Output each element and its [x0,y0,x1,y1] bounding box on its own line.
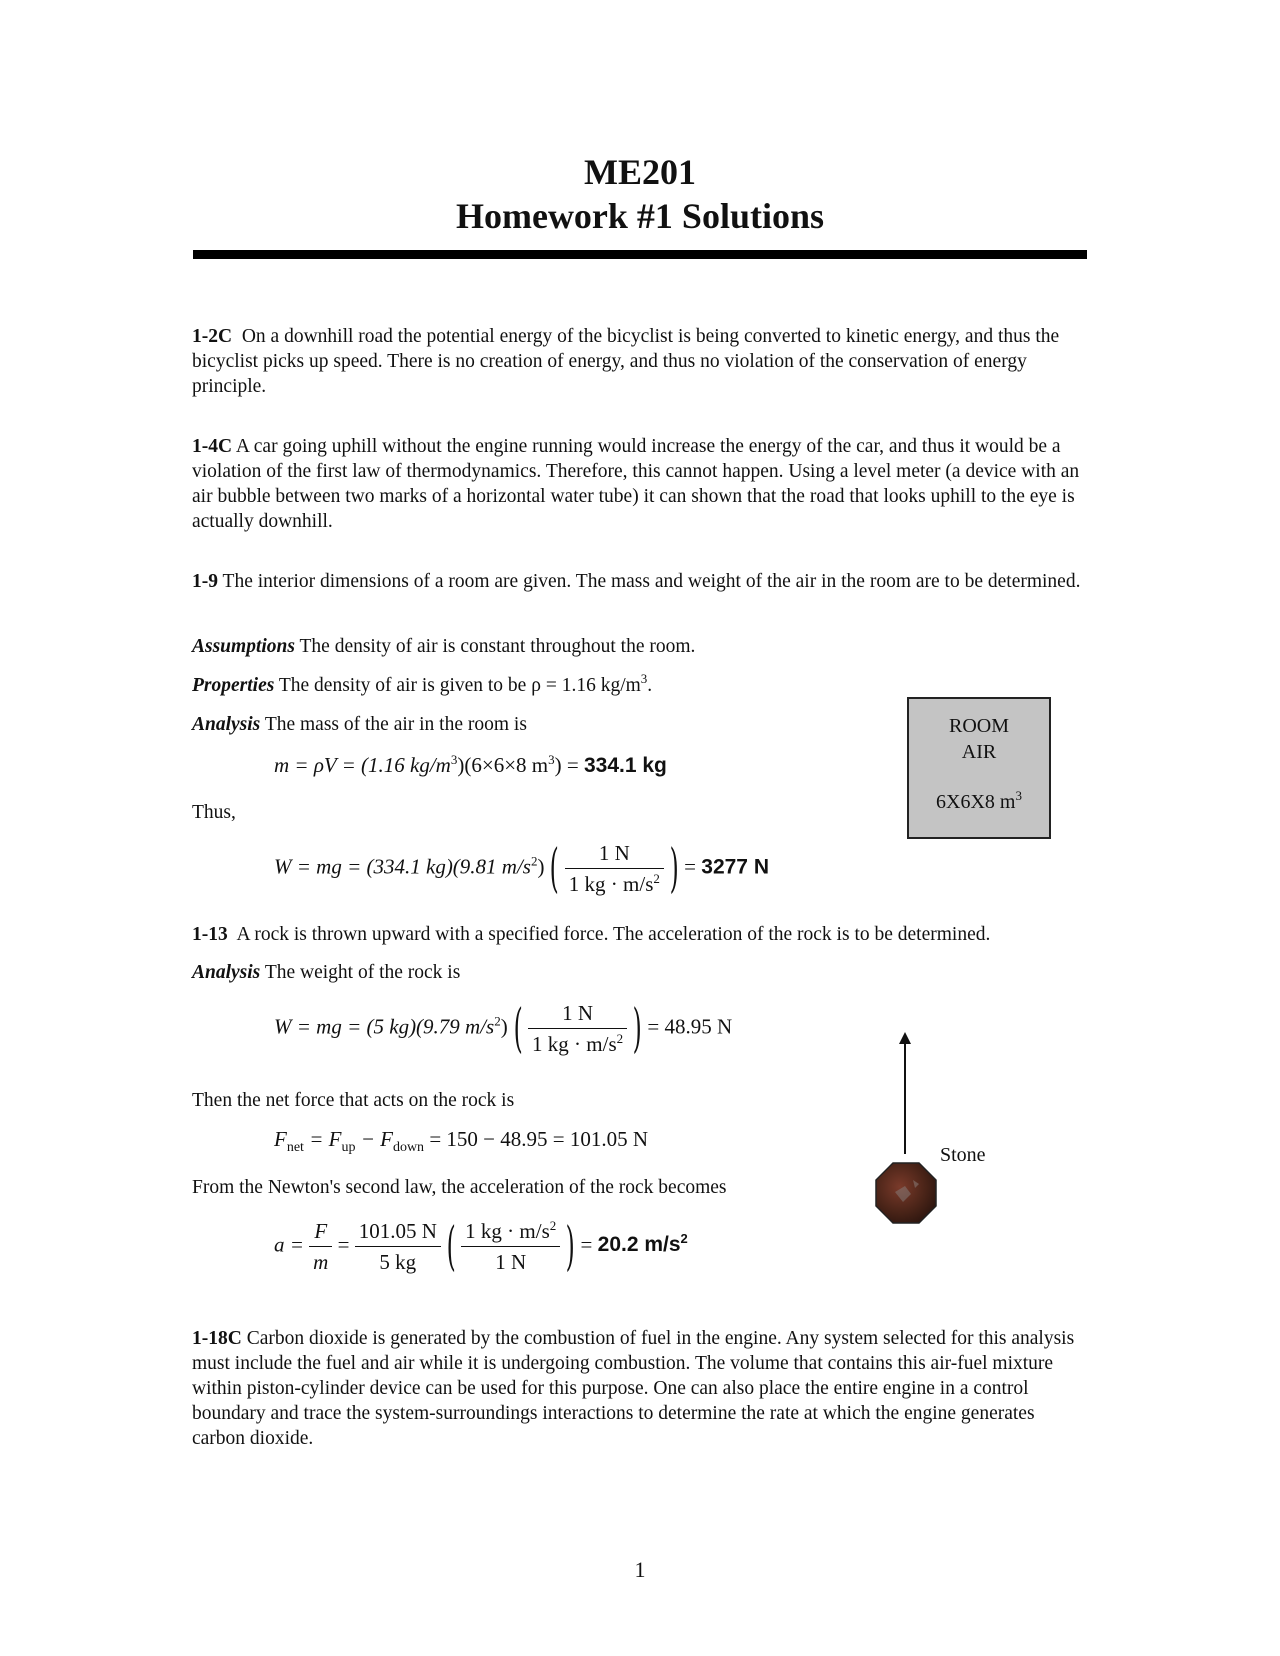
force-arrow-shaft [904,1038,906,1154]
fraction-numerator: 101.05 N [358,1219,437,1243]
problem-1-2c [192,324,1092,399]
problem-1-4c [192,434,1092,534]
course-code: ME201 [584,152,696,192]
right-paren: ) [565,1216,575,1277]
acceleration-value: 20.2 m/s [597,1233,681,1257]
fraction-denominator: 1 N [461,1246,560,1275]
acceleration-exp: 2 [680,1231,688,1247]
problem-text: The interior dimensions of a room are given. The mass and weight of the air in the room are to be determined. [222,571,1081,592]
analysis-text: The weight of the rock is [264,962,461,983]
dimensions-exp: 3 [1015,788,1022,803]
analysis-label: Analysis [192,962,261,983]
title-rule [193,250,1087,259]
numerator-exp: 2 [549,1218,557,1233]
problem-label: 1-4C [192,436,233,457]
problem-text: A rock is thrown upward with a specified force. The acceleration of the rock is to be determined. [236,924,991,945]
eq-lhs: m = ρV = (1.16 kg/m [274,753,451,777]
eq-mid: )(6×6×8 m [457,753,549,777]
eq-equals: ) = [554,753,584,777]
properties-label: Properties [192,675,275,696]
problem-1-18c [192,1326,1092,1451]
fraction-denominator: 5 kg [355,1246,441,1275]
numerator-text: 1 kg · m/s [465,1219,550,1243]
eq-exp: 3 [450,752,458,767]
problem-1-9 [192,569,1092,594]
assumptions-line [192,634,1092,659]
box-line-dimensions [909,789,1049,815]
acceleration-equation [274,1218,688,1275]
fraction-denominator [528,1028,627,1057]
denominator-exp: 2 [653,871,660,886]
fraction-numerator: F [314,1219,328,1243]
eq-close: ) [537,854,545,879]
rock-weight-result: = 48.95 N [647,1014,733,1039]
problem-text: Carbon dioxide is generated by the combustion of fuel in the engine. Any system selected for this analysis must include the fuel and air while it is undergoing combustion. The volume that contains this air-fuel mixture within piston-cylinder device can be used for this purpose. One can also place the entire engine in a control boundary and trace the system-surroundings interactions to determine the rate at which the engine generates carbon dioxide. [192,1328,1075,1449]
denominator-text: 1 kg · m/s [532,1032,617,1056]
analysis-label: Analysis [192,714,261,735]
acceleration-result [598,1233,688,1256]
fraction-denominator: m [309,1246,332,1275]
conversion-fraction [461,1218,560,1275]
analysis-line [192,960,1092,985]
eq-equals: = [580,1232,598,1257]
box-line-room: ROOM [948,715,1009,737]
eq-a: a = [274,1232,304,1257]
net-force-equation [274,1126,649,1155]
properties-text: The density of air is given to be ρ = 1.16 kg/m [278,675,641,696]
analysis-text: The mass of the air in the room is [264,714,527,735]
stone-label: Stone [940,1144,986,1166]
mass-equation [274,752,667,779]
stone-icon [875,1162,937,1224]
problem-text: On a downhill road the potential energy of the bicyclist is being converted to kinetic energy, and thus the bicyclist picks up speed. There is no creation of energy, and thus no violation of the conservation of energy principle. [192,326,1060,397]
fraction-numerator [461,1218,560,1246]
mass-result: 334.1 kg [583,754,667,777]
fraction-numerator: 1 N [598,841,630,865]
left-paren: ( [513,998,523,1059]
problem-label: 1-9 [192,571,218,592]
value-fraction [355,1218,441,1275]
newton-intro: From the Newton's second law, the acceleration of the rock becomes [192,1177,727,1198]
fraction-numerator: 1 N [562,1001,594,1025]
eq-sub-down: down [392,1140,425,1155]
eq-equals: = [684,854,702,879]
properties-line [192,673,1092,698]
eq-sub-net: net [286,1140,304,1155]
document-title [0,150,1280,238]
box-line-air: AIR [961,741,997,763]
eq-equals: = [337,1232,350,1257]
thus-line: Thus, [192,802,236,823]
eq-f-down: − F [355,1127,393,1151]
assumptions-text: The density of air is constant throughout the room. [299,636,696,657]
net-force-intro: Then the net force that acts on the rock is [192,1090,515,1111]
eq-lhs: W = mg = (5 kg)(9.79 m/s [274,1014,495,1039]
eq-f-up: = F [303,1127,342,1151]
right-paren: ) [669,838,679,899]
rock-weight-equation [274,1000,732,1057]
room-air-diagram [907,697,1051,839]
eq-close: ) [500,1014,508,1039]
denominator-exp: 2 [616,1031,624,1046]
eq-f: F [274,1127,287,1151]
problem-text: A car going uphill without the engine running would increase the energy of the car, and thus it would be a violation of the first law of thermodynamics. Therefore, this cannot happen. Using a level meter (a device with an air bubble between two marks of a horizontal water tube) it can shown that the road that looks uphill to the eye is actually downhill. [192,436,1080,532]
left-paren: ( [550,838,560,899]
eq-sub-up: up [341,1140,356,1155]
eq-exp: 2 [530,853,538,869]
conversion-fraction [528,1000,627,1057]
eq-exp: 3 [548,752,555,767]
force-over-mass [309,1218,332,1275]
problem-label: 1-13 [192,924,228,945]
eq-exp: 2 [494,1013,501,1029]
page-number: 1 [634,1557,646,1582]
denominator-text: 1 kg · m/s [568,872,654,896]
conversion-fraction [565,840,664,897]
weight-equation [274,840,769,897]
problem-label: 1-2C [192,326,233,347]
homework-title: Homework #1 Solutions [455,196,825,236]
problem-1-13 [192,922,1092,947]
dimensions-text: 6X6X8 m [936,791,1016,813]
problem-label: 1-18C [192,1328,242,1349]
properties-exponent: 3 [640,671,648,686]
properties-end: . [647,675,653,696]
net-force-result: = 150 − 48.95 = 101.05 N [424,1127,649,1151]
left-paren: ( [446,1216,456,1277]
fraction-denominator [565,868,664,897]
right-paren: ) [632,998,642,1059]
eq-lhs: W = mg = (334.1 kg)(9.81 m/s [274,854,531,879]
assumptions-label: Assumptions [192,636,295,657]
weight-result: 3277 N [701,855,769,879]
